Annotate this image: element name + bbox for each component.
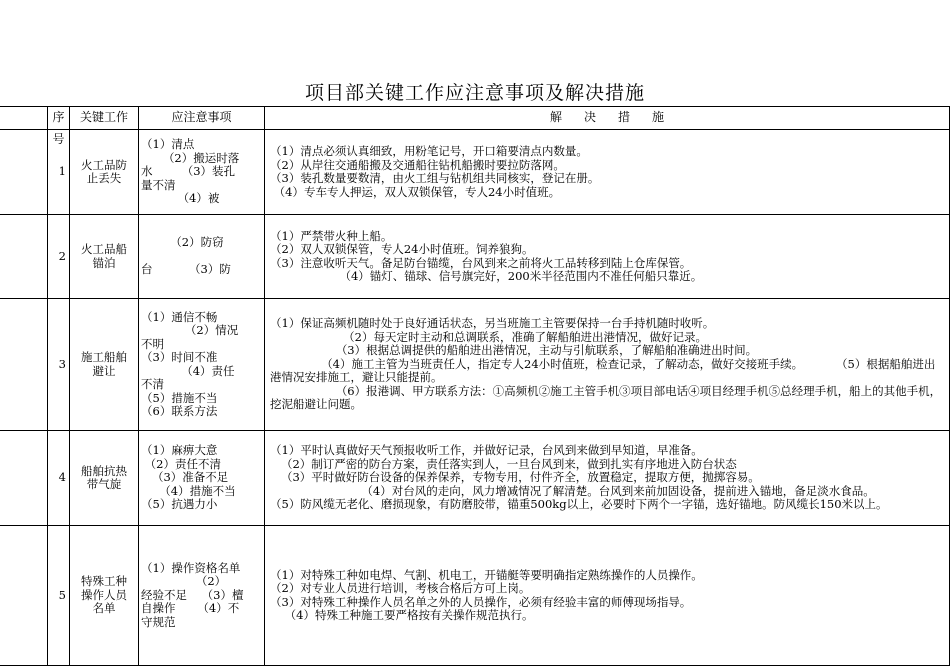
header-key-work: 关键工作 <box>79 110 128 124</box>
row-solution: （1）清点必须认真细致，用粉笔记号，开口箱要清点内数量。 （2）从岸往交通船搬及交通船往钻机船搬时要拉防落网。 （3）装孔数量要数清，由火工组与钻机组共同核实，登记在册。 （4）专车专人押运，双人双锁保管，专人24小时值班。 <box>270 144 600 199</box>
row-attention: （1）通信不畅 （2）情况 不明 （3）时间不准 （4）责任 不清 （5）措施不当 （6）联系方法 <box>141 309 239 418</box>
row-index: 4 <box>58 470 66 485</box>
row-key-work: 船舶抗热 带气旋 <box>81 463 127 491</box>
row-index: 1 <box>58 164 66 179</box>
row-attention: （1）麻痹大意 （2）责任不清 （3）准备不足 （4）措施不当 （5）抗遇力小 <box>141 443 236 512</box>
row-solution: （1）严禁带火种上船。 （2）双人双锁保管，专人24小时值班。饲养狼狗。 （3）注意收听天气。备足防台锚缆，台风到来之前将火工品转移到陆上仓库保管。 （4）锚灯、锚球、信号旗完好，200米半径范围内不准任何船只靠近。 <box>270 228 703 283</box>
row-index: 5 <box>58 587 66 602</box>
row-key-work: 火工品防 止丢失 <box>81 157 127 185</box>
page-title: 项目部关键工作应注意事项及解决措施 <box>304 82 645 104</box>
row-attention: （2）防窃 台 （3）防 <box>141 235 231 277</box>
header-solution: 解决措施 <box>549 110 686 124</box>
row-attention: （1）操作资格名单 （2） 经验不足 （3）檀 自操作 （4）不 守规范 <box>141 560 244 629</box>
header-attention: 应注意事项 <box>171 110 232 124</box>
row-solution: （1）保证高频机随时处于良好通话状态，另当班施工主管要保持一台手持机随时收听。 （2）每天定时主动和总调联系，准确了解船舶进出港情况，做好记录。 （3）根据总调提供的船舶进出港情况，主动与引航联系，了解船舶准确进出时间。 （4）施工主管为当班责任人，指定专人24小时值班，检查记录，了解动态，做好交接班手续。 （5）根据船舶进出港情况安排施工，避让只能提前。 （6）报港调、甲方联系方法：①高频机②施工主管手机③项目部电话④项目经理手机⑤总经理手机，船上的其他手机，挖泥船避让问题。 <box>270 316 942 412</box>
row-attention: （1）清点 （2）搬运时落 水 （3）装孔 量不清 （4）被 <box>141 137 240 206</box>
row-key-work: 火工品船 锚泊 <box>81 242 127 270</box>
row-key-work: 特殊工种 操作人员 名单 <box>81 574 127 616</box>
grid-line <box>138 106 139 666</box>
measures-table <box>0 106 950 666</box>
row-solution: （1）对特殊工种如电焊、气割、机电工，开锚艇等要明确指定熟练操作的人员操作。 （2）对专业人员进行培训，考核合格后方可上岗。 （3）对特殊工种操作人员名单之外的人员操作，必须有经验丰富的师傅现场指导。 （4）特殊工种施工要严格按有关操作规范执行。 <box>270 567 703 622</box>
row-key-work: 施工船舶 避让 <box>81 350 127 378</box>
row-solution: （1）平时认真做好天气预报收听工作，并做好记录，台风到来做到早知道，早准备。 （2）制订严密的防台方案，责任落实到人，一旦台风到来，做到扎实有序地进入防台状态 （3）平时做好防台设备的保养保养，专物专用，付件齐全，放置稳定，提取方便，抛掷容易。 （4）对台风的走向，风力增减情况了解清楚。台风到来前加固设备，提前进入锚地，备足淡水食品。 （5）防风缆无老化、磨损现象，有防磨胶带，锚重500kg以上，必要时下两个一字锚，选好锚地。防风缆长150米以上。 <box>270 443 888 512</box>
row-index: 2 <box>58 248 66 263</box>
row-index: 3 <box>58 356 66 371</box>
grid-line <box>0 665 950 666</box>
header-index: 序号 <box>52 110 65 146</box>
grid-line <box>264 106 265 666</box>
